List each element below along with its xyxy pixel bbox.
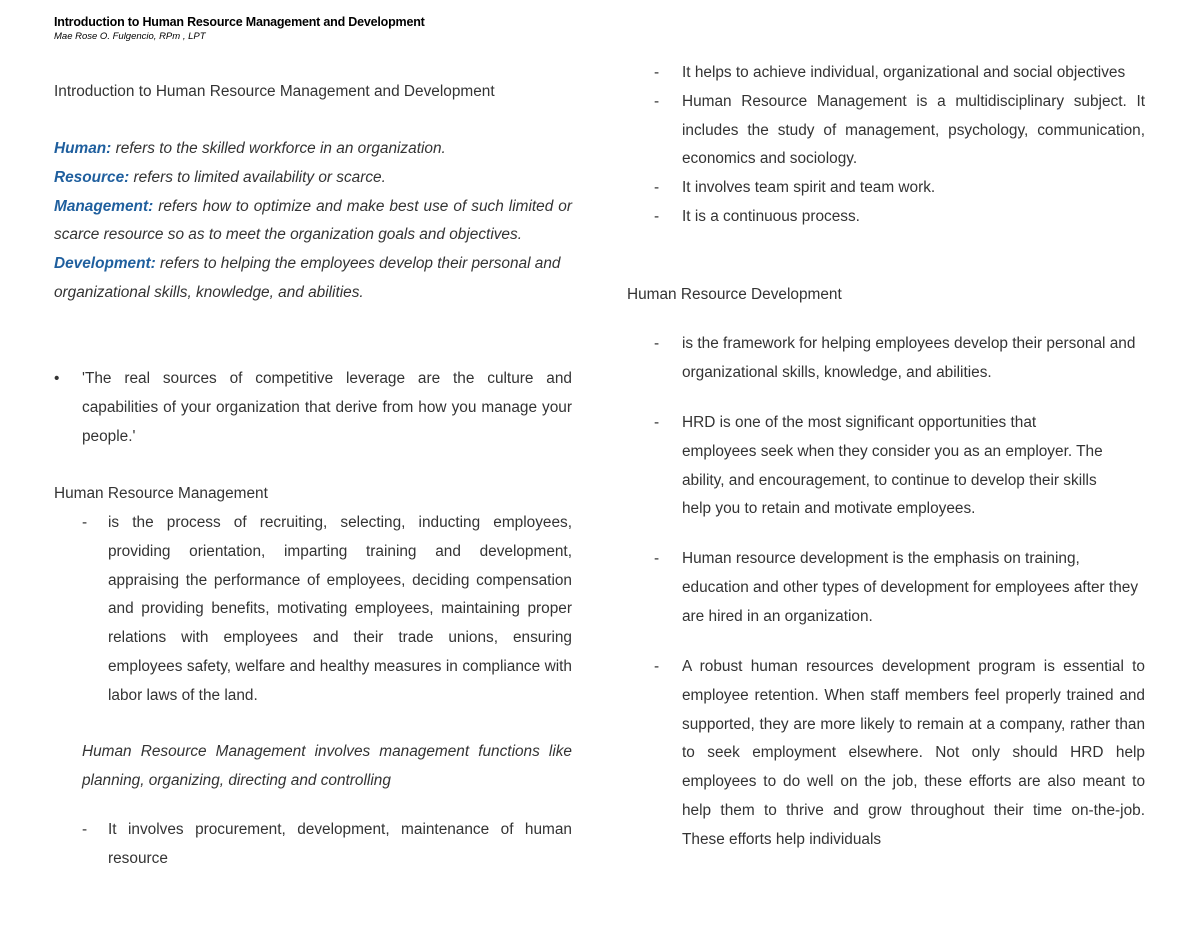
hrm-points-list [654,59,1145,232]
definition-text: refers to limited availability or scarce. [129,168,386,186]
definition-term: Resource: [54,168,130,186]
quote-text: 'The real sources of competitive leverage are the culture and capabilities of your organization that derive from how you manage your people.' [82,370,572,445]
document-header-author: Mae Rose O. Fulgencio, RPm , LPT [54,31,206,42]
dash-marker: - [654,550,660,567]
list-item [654,88,1145,174]
section-heading-intro: Introduction to Human Resource Management and Development [54,83,495,100]
definition-text: refers to the skilled workforce in an organization. [111,140,446,157]
dash-marker: - [82,821,88,838]
dash-marker: - [654,92,660,110]
definition-text: refers how to optimize and make best use of such limited or scarce resource so as to meet the organization goals and objectives. [54,197,572,244]
definition-term: Development: [54,255,156,273]
definition-text: refers to helping the employees develop their personal and organizational skills, knowledge, and abilities. [54,255,561,301]
definition-development [54,250,572,308]
dash-marker: - [654,64,660,81]
dash-marker: - [654,335,660,352]
hrd-list-item [654,409,1145,524]
hrm-involves-item [82,816,572,874]
definition-management [54,193,572,251]
list-item [654,59,1145,88]
dash-marker: - [654,658,660,675]
section-heading-hrm: Human Resource Management [54,485,268,502]
hrm-involves-text: It involves procurement, development, maintenance of human resource [108,821,572,867]
document-header-title: Introduction to Human Resource Management and Development [54,15,425,29]
definition-resource [54,164,572,193]
dash-marker: - [654,414,660,431]
list-item-text: It helps to achieve individual, organizational and social objectives [682,64,1126,81]
hrd-list-item [654,545,1145,631]
hrm-definition-item [82,509,572,711]
hrd-list-item [654,653,1145,855]
list-item-text: It is a continuous process. [682,207,860,225]
bullet-marker: • [54,370,60,387]
hrd-item-text: is the framework for helping employees develop their personal and organizational skills, knowledge, and abilities. [682,335,1136,381]
hrm-definition-text: is the process of recruiting, selecting, inducting employees, providing orientation, imparting training and development, appraising the performance of employees, deciding compensation and providing benefits, motivating employees, maintaining proper relations with employees and their trade unions, ensuring employees safety, welfare and healthy measures in compliance with labor laws of the land. [108,514,572,704]
hrd-item-text: Human resource development is the emphasis on training, education and other types of development for employees after they are hired in an organization. [682,550,1139,625]
quote-bullet-item [54,365,572,451]
dash-marker: - [654,179,660,197]
definition-term: Management: [54,197,154,215]
definitions-block [54,135,572,308]
hrd-item-text: HRD is one of the most significant opportunities that employees seek when they consider you as an employer. The ability, and encouragement, to continue to develop their skills help you to retain and motivate employees. [682,414,1103,518]
list-item [654,203,1145,232]
list-item-text: It involves team spirit and team work. [682,179,936,197]
hrd-list-item [654,330,1145,388]
section-heading-hrd: Human Resource Development [627,286,842,303]
list-item [654,174,1145,203]
list-item-text: Human Resource Management is a multidisciplinary subject. It includes the study of management, psychology, communication, economics and sociology. [682,92,1145,168]
definition-term: Human: [54,140,112,157]
dash-marker: - [82,514,88,531]
hrd-item-text: A robust human resources development program is essential to employee retention. When staff members feel properly trained and supported, they are more likely to remain at a company, rather than to seek employment elsewhere. Not only should HRD help employees to do well on the job, these efforts are also meant to help them to thrive and grow throughout their time on-the-job. These efforts help individuals [682,658,1145,848]
dash-marker: - [654,207,660,225]
hrm-functions-text: Human Resource Management involves management functions like planning, organizing, directing and controlling [82,743,572,789]
definition-human [54,135,572,164]
